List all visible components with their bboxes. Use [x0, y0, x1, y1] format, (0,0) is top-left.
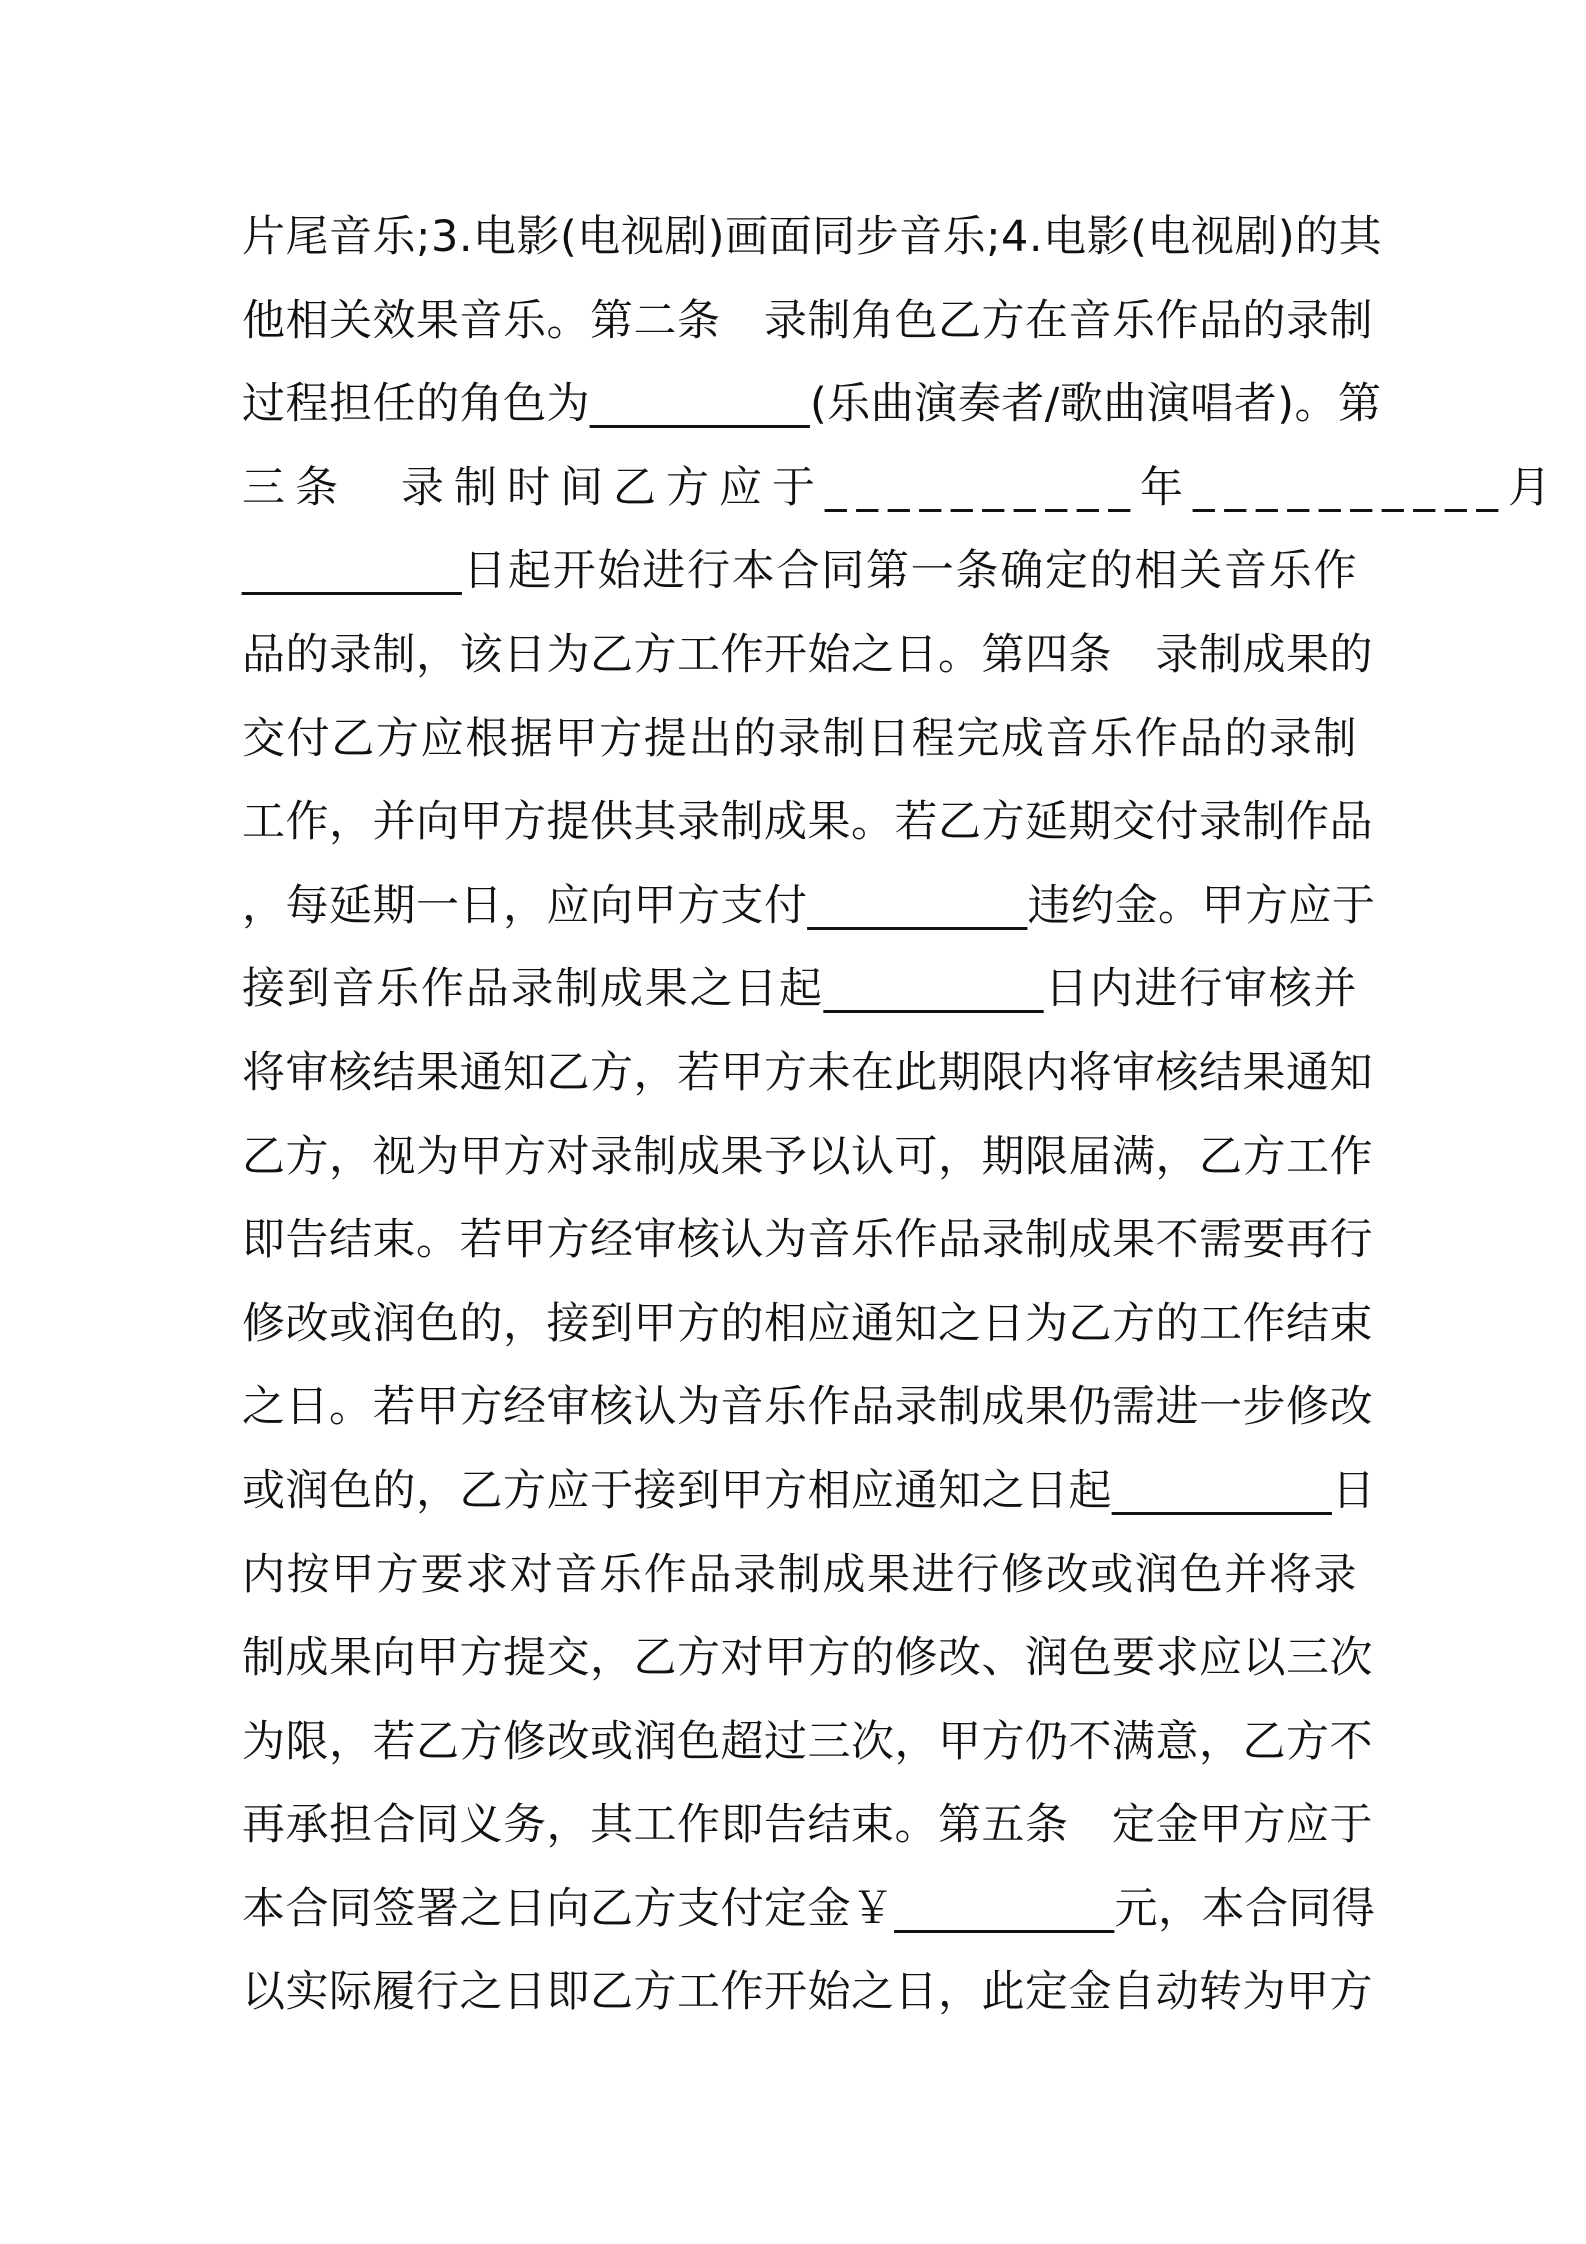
text-line: 三条 录制时间乙方应于__________年__________月	[242, 462, 1561, 513]
text-line: 将审核结果通知乙方，若甲方未在此期限内将审核结果通知	[242, 1047, 1373, 1098]
text-line: 乙方，视为甲方对录制成果予以认可，期限届满，乙方工作	[242, 1131, 1373, 1182]
text-line: 交付乙方应根据甲方提出的录制日程完成音乐作品的录制	[242, 713, 1357, 764]
text-line: 再承担合同义务，其工作即告结束。第五条 定金甲方应于	[242, 1800, 1373, 1851]
text-line: __________日起开始进行本合同第一条确定的相关音乐作	[242, 546, 1357, 597]
text-line: 本合同签署之日向乙方支付定金￥__________元，本合同得	[242, 1883, 1376, 1934]
text-line: 制成果向甲方提交，乙方对甲方的修改、润色要求应以三次	[242, 1633, 1373, 1684]
text-line: 之日。若甲方经审核认为音乐作品录制成果仍需进一步修改	[242, 1382, 1373, 1433]
text-line: 接到音乐作品录制成果之日起__________日内进行审核并	[242, 964, 1357, 1015]
text-line: 工作，并向甲方提供其录制成果。若乙方延期交付录制作品	[242, 797, 1373, 848]
text-line: 或润色的，乙方应于接到甲方相应通知之日起__________日	[242, 1465, 1376, 1516]
text-line: 品的录制，该日为乙方工作开始之日。第四条 录制成果的	[242, 629, 1373, 680]
text-line: 过程担任的角色为__________(乐曲演奏者/歌曲演唱者)。第	[242, 379, 1382, 430]
text-line: 修改或润色的，接到甲方的相应通知之日为乙方的工作结束	[242, 1298, 1373, 1349]
text-line: ，每延期一日，应向甲方支付__________违约金。甲方应于	[242, 880, 1376, 931]
text-line: 内按甲方要求对音乐作品录制成果进行修改或润色并将录	[242, 1549, 1357, 1600]
text-line: 片尾音乐;3.电影(电视剧)画面同步音乐;4.电影(电视剧)的其	[242, 212, 1383, 262]
text-line: 为限，若乙方修改或润色超过三次，甲方仍不满意，乙方不	[242, 1716, 1373, 1767]
text-line: 他相关效果音乐。第二条 录制角色乙方在音乐作品的录制	[242, 295, 1373, 346]
text-line: 即告结束。若甲方经审核认为音乐作品录制成果不需要再行	[242, 1215, 1373, 1266]
contract-body-text	[242, 196, 1561, 2035]
text-line: 以实际履行之日即乙方工作开始之日，此定金自动转为甲方	[242, 1967, 1373, 2018]
